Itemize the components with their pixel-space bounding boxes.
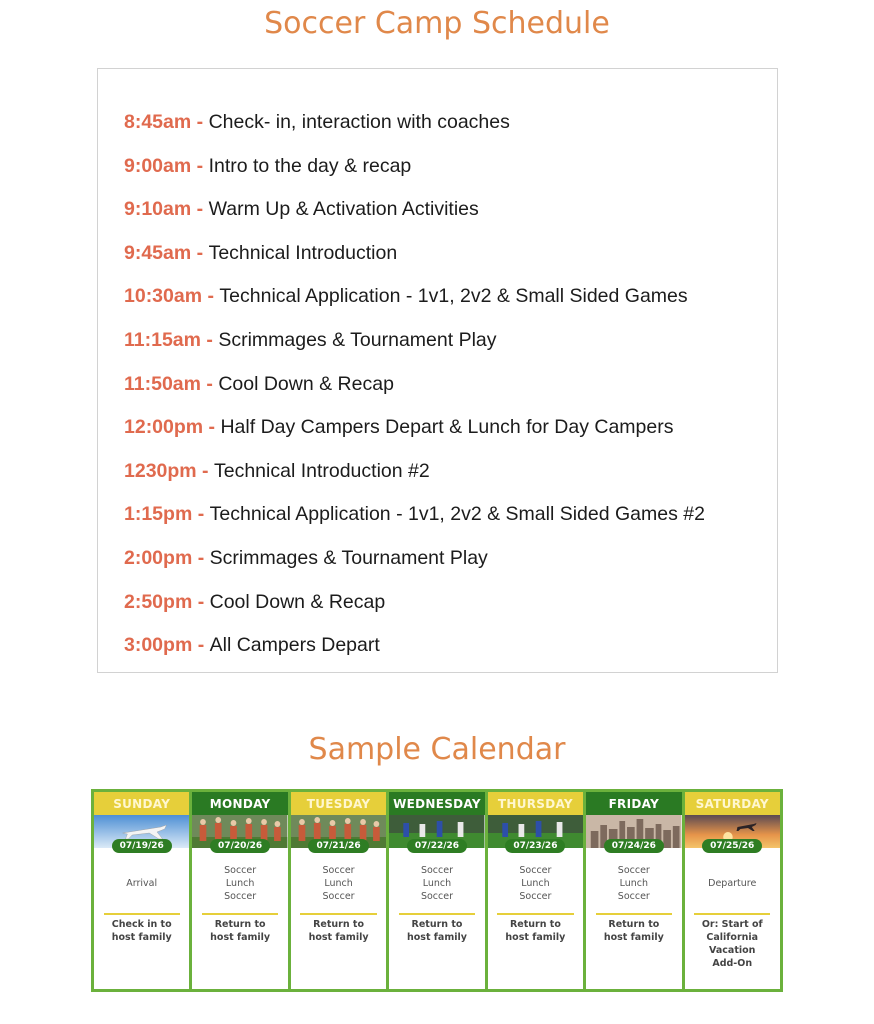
schedule-time: 9:00am xyxy=(124,154,192,177)
calendar-day-thursday xyxy=(488,792,583,989)
day-note: Return to host family xyxy=(308,918,369,943)
schedule-separator: - xyxy=(192,634,210,657)
day-note: Return to host family xyxy=(505,918,566,943)
schedule-separator: - xyxy=(200,328,219,351)
day-note: Or: Start of California Vacation Add-On xyxy=(701,918,763,969)
schedule-separator: - xyxy=(192,503,210,526)
schedule-item xyxy=(124,242,705,286)
schedule-item xyxy=(124,373,705,417)
calendar-title: Sample Calendar xyxy=(308,732,566,767)
divider xyxy=(694,913,770,915)
schedule-list xyxy=(124,111,705,678)
schedule-separator: - xyxy=(196,459,214,482)
schedule-time: 10:30am xyxy=(124,285,203,308)
schedule-time: 3:00pm xyxy=(124,634,193,657)
schedule-separator: - xyxy=(192,590,210,613)
schedule-time: 1230pm xyxy=(124,459,197,482)
schedule-time: 2:50pm xyxy=(124,590,193,613)
date-badge: 07/19/26 xyxy=(112,839,172,853)
schedule-time: 2:00pm xyxy=(124,546,193,569)
day-note: Return to host family xyxy=(210,918,271,943)
day-activity: Soccer Lunch Soccer xyxy=(519,864,552,902)
schedule-separator: - xyxy=(203,416,221,439)
schedule-activity: Cool Down & Recap xyxy=(218,372,394,395)
schedule-time: 8:45am xyxy=(124,111,192,133)
date-badge: 07/22/26 xyxy=(407,839,467,853)
day-name: THURSDAY xyxy=(488,792,583,815)
schedule-time: 9:10am xyxy=(124,198,192,221)
day-note: Check in to host family xyxy=(111,918,172,943)
schedule-activity: Intro to the day & recap xyxy=(208,154,412,177)
day-name: TUESDAY xyxy=(291,792,386,815)
schedule-activity: Technical Introduction xyxy=(208,241,398,264)
divider xyxy=(300,913,376,915)
day-activity: Soccer Lunch Soccer xyxy=(224,864,257,902)
day-activity: Soccer Lunch Soccer xyxy=(322,864,355,902)
day-note: Return to host family xyxy=(407,918,467,943)
schedule-activity: Technical Introduction #2 xyxy=(213,459,430,482)
schedule-box xyxy=(97,68,778,673)
schedule-time: 11:15am xyxy=(124,328,201,351)
schedule-separator: - xyxy=(200,372,219,395)
schedule-time: 9:45am xyxy=(124,241,192,264)
calendar-day-tuesday xyxy=(291,792,386,989)
schedule-separator: - xyxy=(191,241,209,264)
day-note: Return to host family xyxy=(603,918,664,943)
divider xyxy=(104,913,180,915)
day-activity: Arrival xyxy=(126,877,158,889)
schedule-separator: - xyxy=(191,111,209,133)
schedule-item xyxy=(124,634,705,678)
date-badge: 07/24/26 xyxy=(604,839,664,853)
divider xyxy=(497,913,573,915)
day-name: FRIDAY xyxy=(586,792,681,815)
day-activity: Soccer Lunch Soccer xyxy=(420,864,453,902)
schedule-activity: All Campers Depart xyxy=(209,634,380,657)
schedule-item xyxy=(124,416,705,460)
schedule-item xyxy=(124,198,705,242)
schedule-activity: Check- in, interaction with coaches xyxy=(208,111,510,133)
schedule-time: 1:15pm xyxy=(124,503,193,526)
day-name: MONDAY xyxy=(192,792,287,815)
schedule-item xyxy=(124,111,705,155)
schedule-title: Soccer Camp Schedule xyxy=(264,6,610,41)
schedule-separator: - xyxy=(191,154,209,177)
schedule-activity: Warm Up & Activation Activities xyxy=(208,198,479,221)
day-name: SATURDAY xyxy=(685,792,780,815)
sample-calendar xyxy=(91,789,783,992)
date-badge: 07/20/26 xyxy=(210,839,270,853)
schedule-item xyxy=(124,460,705,504)
day-activity: Soccer Lunch Soccer xyxy=(617,864,650,902)
schedule-separator: - xyxy=(191,198,209,221)
schedule-item xyxy=(124,591,705,635)
divider xyxy=(596,913,672,915)
schedule-item xyxy=(124,547,705,591)
schedule-time: 11:50am xyxy=(124,372,201,395)
schedule-separator: - xyxy=(192,546,210,569)
date-badge: 07/23/26 xyxy=(505,839,565,853)
calendar-day-saturday xyxy=(685,792,780,989)
calendar-day-wednesday xyxy=(389,792,484,989)
schedule-item xyxy=(124,155,705,199)
schedule-activity: Scrimmages & Tournament Play xyxy=(209,546,488,569)
day-name: WEDNESDAY xyxy=(389,792,484,815)
schedule-item xyxy=(124,503,705,547)
schedule-item xyxy=(124,329,705,373)
schedule-activity: Technical Application - 1v1, 2v2 & Small Sided Games xyxy=(219,285,688,308)
day-name: SUNDAY xyxy=(94,792,189,815)
schedule-separator: - xyxy=(202,285,220,308)
schedule-activity: Technical Application - 1v1, 2v2 & Small Sided Games #2 xyxy=(209,503,705,526)
divider xyxy=(202,913,278,915)
schedule-time: 12:00pm xyxy=(124,416,204,439)
divider xyxy=(399,913,475,915)
schedule-item xyxy=(124,285,705,329)
date-badge: 07/21/26 xyxy=(308,839,368,853)
schedule-activity: Half Day Campers Depart & Lunch for Day Campers xyxy=(220,416,674,439)
day-activity: Departure xyxy=(708,877,757,889)
schedule-activity: Scrimmages & Tournament Play xyxy=(218,328,497,351)
calendar-day-friday xyxy=(586,792,681,989)
schedule-activity: Cool Down & Recap xyxy=(209,590,386,613)
calendar-day-sunday xyxy=(94,792,189,989)
date-badge: 07/25/26 xyxy=(702,839,762,853)
calendar-day-monday xyxy=(192,792,287,989)
